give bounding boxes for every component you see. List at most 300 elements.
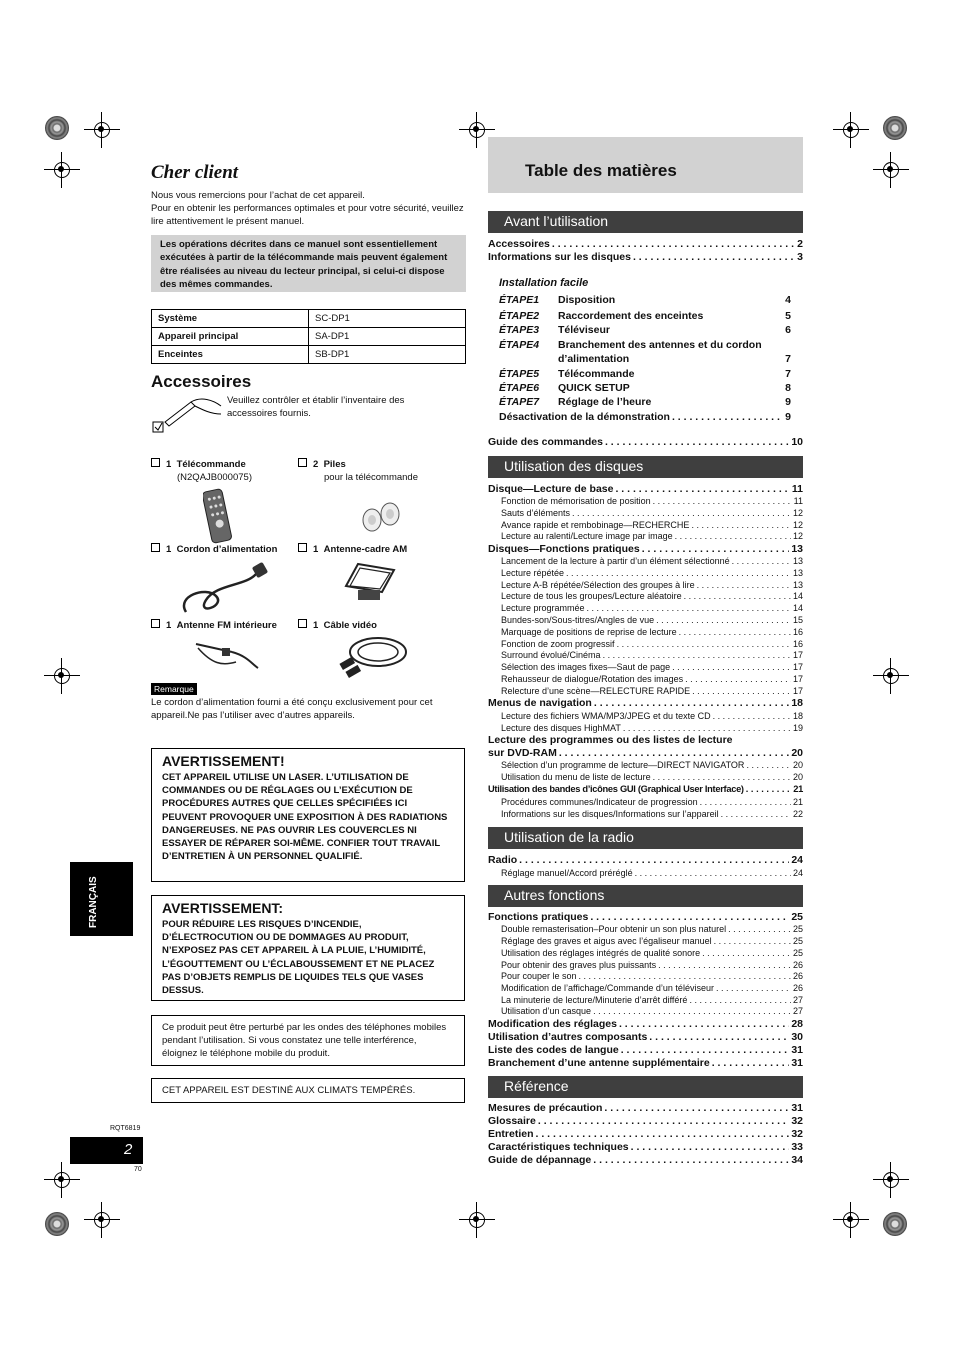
accessory-name: Antenne-cadre AM bbox=[323, 544, 408, 555]
accessories-note: Veuillez contrôler et établir l’inventaire des accessoires fournis. bbox=[227, 395, 405, 419]
toc-page-number: 13 bbox=[792, 580, 803, 590]
toc-entry-label: Bundes-son/Sous-titres/Angles de vue bbox=[501, 615, 655, 625]
leader-dots bbox=[702, 948, 791, 958]
leader-dots bbox=[685, 674, 791, 684]
toc-subentry[interactable] bbox=[501, 556, 803, 566]
registration-mark-icon bbox=[84, 1202, 120, 1238]
toc-entry-label: Lecture de tous les groupes/Lecture aléatoire bbox=[501, 591, 682, 601]
toc-entry-label: Utilisation du menu de liste de lecture bbox=[501, 772, 651, 782]
toc-page-number: 12 bbox=[792, 531, 803, 541]
remote-control-icon bbox=[203, 488, 247, 544]
toc-entry-label: Lecture des disques HighMAT bbox=[501, 723, 621, 733]
toc-page-number: 25 bbox=[792, 948, 803, 958]
toc-entry-label: Réglage manuel/Accord préréglé bbox=[501, 868, 633, 878]
leader-dots bbox=[594, 697, 789, 709]
registration-mark-icon bbox=[44, 152, 80, 188]
toc-entry[interactable] bbox=[488, 697, 803, 709]
toc-entry-label: Sélection d’un programme de lecture—DIRECT NAVIGATOR bbox=[501, 760, 745, 770]
toc-subentry[interactable] bbox=[501, 639, 803, 649]
toc-subentry[interactable] bbox=[501, 520, 803, 530]
toc-subentry[interactable] bbox=[501, 995, 803, 1005]
toc-subentry[interactable] bbox=[501, 1006, 803, 1016]
checkbox-icon bbox=[151, 543, 160, 552]
leader-dots bbox=[590, 911, 789, 923]
toc-entry-label: Désactivation de la démonstration bbox=[499, 411, 670, 423]
toc-page-number: 26 bbox=[792, 971, 803, 981]
section-header-disques: Utilisation des disques bbox=[488, 456, 803, 478]
toc-page-number: 6 bbox=[785, 324, 791, 336]
toc-entry[interactable] bbox=[488, 238, 803, 250]
toc-page-number: 10 bbox=[791, 436, 803, 448]
toc-subentry[interactable] bbox=[501, 797, 803, 807]
intro-line: Nous vous remercions pour l’achat de cet appareil. bbox=[151, 190, 365, 201]
toc-entry[interactable] bbox=[488, 1057, 803, 1069]
leader-dots bbox=[679, 627, 791, 637]
toc-page-number: 16 bbox=[792, 639, 803, 649]
toc-page-number: 31 bbox=[791, 1044, 803, 1056]
accessories-heading: Accessoires bbox=[151, 372, 252, 391]
leader-dots bbox=[603, 650, 791, 660]
toc-subentry[interactable] bbox=[501, 971, 803, 981]
toc-page-number: 18 bbox=[791, 697, 803, 709]
toc-page-number: 32 bbox=[791, 1115, 803, 1127]
accessory-item bbox=[151, 619, 277, 632]
toc-entry[interactable] bbox=[488, 543, 803, 555]
toc-page-number: 11 bbox=[793, 496, 803, 506]
leader-dots bbox=[633, 251, 795, 263]
page-number: 2 bbox=[124, 1141, 133, 1158]
warning-title: AVERTISSEMENT: bbox=[162, 900, 284, 916]
fm-antenna-icon bbox=[192, 634, 264, 674]
toc-page-number: 25 bbox=[791, 911, 803, 923]
toc-entry[interactable] bbox=[488, 747, 803, 759]
registration-disc-icon bbox=[883, 1212, 907, 1236]
leader-dots bbox=[552, 238, 795, 250]
leader-dots bbox=[631, 353, 783, 365]
toc-subentry[interactable] bbox=[501, 496, 803, 506]
toc-entry-label: Réglage des graves et aigus avec l’égaliseur manuel bbox=[501, 936, 712, 946]
climate-note: CET APPAREIL EST DESTINÉ AUX CLIMATS TEMPÉRÉS. bbox=[151, 1078, 465, 1103]
toc-entry[interactable] bbox=[488, 734, 803, 746]
batteries-icon bbox=[354, 498, 410, 534]
toc-page-number: 20 bbox=[791, 747, 803, 759]
toc-page-number: 14 bbox=[792, 591, 803, 601]
toc-page-number: 21 bbox=[792, 797, 803, 807]
document-code: RQT6819 bbox=[110, 1125, 141, 1132]
checkbox-icon bbox=[298, 458, 307, 467]
checkbox-icon bbox=[151, 458, 160, 467]
accessory-name: Câble vidéo bbox=[323, 620, 377, 631]
leader-dots bbox=[728, 924, 791, 934]
toc-page-number: 2 bbox=[797, 238, 803, 250]
leader-dots bbox=[538, 1115, 789, 1127]
toc-entry-label: Utilisation d’un casque bbox=[501, 1006, 592, 1016]
leader-dots bbox=[612, 324, 783, 336]
toc-page-number: 22 bbox=[792, 809, 803, 819]
toc-page-number: 9 bbox=[785, 396, 791, 408]
toc-title: Table des matières bbox=[525, 161, 677, 180]
table-cell-value: SC-DP1 bbox=[309, 310, 466, 328]
leader-dots bbox=[697, 580, 791, 590]
toc-entry-label: Rehausseur de dialogue/Rotation des images bbox=[501, 674, 684, 684]
registration-disc-icon bbox=[45, 116, 69, 140]
leader-dots bbox=[579, 971, 791, 981]
toc-entry-label: Menus de navigation bbox=[488, 697, 592, 709]
checkbox-icon bbox=[298, 543, 307, 552]
toc-entry-label: Informations sur les disques bbox=[488, 251, 631, 263]
section-header-reference: Référence bbox=[488, 1076, 803, 1098]
toc-entry-label: Lecture programmée bbox=[501, 603, 585, 613]
leader-dots bbox=[653, 496, 792, 506]
toc-subentry[interactable] bbox=[501, 760, 803, 770]
moisture-warning-box bbox=[151, 895, 465, 1001]
toc-page-number: 12 bbox=[792, 520, 803, 530]
toc-entry-label: Fonctions pratiques bbox=[488, 911, 589, 923]
toc-subentry[interactable] bbox=[501, 686, 803, 696]
leader-dots bbox=[536, 1128, 790, 1140]
toc-subentry[interactable] bbox=[501, 936, 803, 946]
toc-page-number: 17 bbox=[792, 686, 803, 696]
toc-page-number: 3 bbox=[797, 251, 803, 263]
leader-dots bbox=[692, 686, 791, 696]
toc-page-number: 11 bbox=[791, 483, 803, 495]
toc-entry[interactable] bbox=[488, 1102, 803, 1114]
toc-entry[interactable] bbox=[488, 784, 803, 794]
table-cell-label: Système bbox=[152, 310, 309, 328]
registration-mark-icon bbox=[873, 1162, 909, 1198]
toc-entry-label: Surround évolué/Cinéma bbox=[501, 650, 601, 660]
toc-page-number: 15 bbox=[792, 615, 803, 625]
toc-page-number: 7 bbox=[785, 368, 791, 380]
toc-entry-label: Modification des réglages bbox=[488, 1018, 617, 1030]
registration-mark-icon bbox=[44, 1162, 80, 1198]
am-loop-antenna-icon bbox=[338, 556, 402, 604]
leader-dots bbox=[746, 784, 792, 794]
toc-entry[interactable] bbox=[488, 1018, 803, 1030]
toc-entry-label: Accessoires bbox=[488, 238, 550, 250]
toc-entry-label: Informations sur les disques/Informations sur l’appareil bbox=[501, 809, 719, 819]
toc-entry-label: Disque—Lecture de base bbox=[488, 483, 614, 495]
toc-entry[interactable] bbox=[488, 1115, 803, 1127]
accessory-item bbox=[151, 543, 277, 556]
toc-page-number: 21 bbox=[793, 784, 803, 794]
operations-note: Les opérations décrites dans ce manuel sont essentiellement exécutées à partir de la télécommande mais peuvent également être réalisées au niveau du lecteur principal, si celui-ci dispose des mêmes commandes. bbox=[151, 235, 466, 292]
step-number: ÉTAPE2 bbox=[499, 310, 540, 322]
toc-page-number: 27 bbox=[792, 1006, 803, 1016]
system-table bbox=[151, 309, 466, 364]
toc-entry[interactable] bbox=[488, 483, 803, 495]
warning-text: CET APPAREIL UTILISE UN LASER. L’UTILISATION DE COMMANDES OU DE RÉGLAGES OU L’EXÉCUTION DE PROCÉDURES AUTRES QUE CELLES SPÉCIFIÉES ICI PEUVENT PROVOQUER UNE EXPOSITION À DES RADIATIONS DANGEREUSES. NE PAS OUVRIR LES COUVERCLES NI ESSAYER DE RÉPARER SOI-MÊME. CONFIER TOUT TRAVAIL D’ENTRETIEN À UN PERSONNEL QUALIFIÉ. bbox=[162, 772, 448, 863]
leader-dots bbox=[653, 772, 791, 782]
toc-subentry[interactable] bbox=[501, 723, 803, 733]
remark-text: Le cordon d’alimentation fourni a été conçu exclusivement pour cet appareil.Ne pas l’utiliser avec d’autres appareils. bbox=[151, 697, 433, 721]
toc-subentry[interactable] bbox=[501, 948, 803, 958]
leader-dots bbox=[605, 436, 789, 448]
leader-dots bbox=[635, 868, 791, 878]
toc-subentry[interactable] bbox=[501, 924, 803, 934]
step-label: Branchement des antennes et du cordon bbox=[558, 339, 762, 351]
toc-entry-label: Marquage de positions de reprise de lecture bbox=[501, 627, 677, 637]
toc-entry-label: Mesures de précaution bbox=[488, 1102, 603, 1114]
leader-dots bbox=[621, 1044, 790, 1056]
step-label: Réglage de l’heure bbox=[558, 396, 652, 408]
toc-page-number: 24 bbox=[791, 854, 803, 866]
toc-entry-label: Utilisation des bandes d’icônes GUI (Graphical User Interface) bbox=[488, 784, 744, 794]
leader-dots bbox=[632, 382, 783, 394]
laser-warning-box bbox=[151, 748, 465, 882]
toc-entry[interactable] bbox=[488, 911, 803, 923]
intro-text bbox=[151, 189, 466, 228]
toc-page-number: 4 bbox=[785, 294, 791, 306]
accessory-item bbox=[298, 543, 407, 556]
toc-entry[interactable] bbox=[499, 411, 791, 423]
leader-dots bbox=[617, 294, 783, 306]
toc-entry-label: Pour couper le son bbox=[501, 971, 577, 981]
table-row bbox=[152, 328, 466, 346]
leader-dots bbox=[712, 1057, 790, 1069]
toc-entry-label: Utilisation des réglages intégrés de qualité sonore bbox=[501, 948, 701, 958]
toc-entry-label: Lecture des fichiers WMA/MP3/JPEG et du texte CD bbox=[501, 711, 711, 721]
toc-entry-label: Lecture au ralenti/Lecture image par image bbox=[501, 531, 673, 541]
toc-page-number: 26 bbox=[792, 960, 803, 970]
power-cord-icon bbox=[176, 556, 272, 620]
toc-entry-label: Fonction de zoom progressif bbox=[501, 639, 615, 649]
toc-subentry[interactable] bbox=[501, 674, 803, 684]
toc-entry[interactable] bbox=[488, 251, 803, 263]
leader-dots bbox=[653, 396, 783, 408]
leader-dots bbox=[519, 854, 789, 866]
toc-entry[interactable] bbox=[488, 1141, 803, 1153]
table-cell-label: Enceintes bbox=[152, 346, 309, 364]
toc-page-number: 13 bbox=[791, 543, 803, 555]
step-label: Télécommande bbox=[558, 368, 635, 380]
leader-dots bbox=[604, 1102, 789, 1114]
toc-page-number: 30 bbox=[791, 1031, 803, 1043]
toc-entry-label: Radio bbox=[488, 854, 518, 866]
toc-page-number: 18 bbox=[792, 711, 803, 721]
accessory-name: Piles bbox=[323, 459, 346, 470]
accessory-item bbox=[151, 458, 252, 484]
toc-header bbox=[488, 137, 803, 193]
language-tab bbox=[70, 862, 133, 936]
leader-dots bbox=[721, 809, 791, 819]
leader-dots bbox=[675, 531, 791, 541]
toc-entry[interactable] bbox=[488, 1031, 803, 1043]
language-tab-label: FRANÇAIS bbox=[88, 876, 99, 928]
toc-page-number: 12 bbox=[792, 508, 803, 518]
toc-subentry[interactable] bbox=[501, 568, 803, 578]
toc-subentry[interactable] bbox=[501, 772, 803, 782]
toc-page-number: 13 bbox=[792, 568, 803, 578]
toc-page-number: 34 bbox=[791, 1154, 803, 1166]
toc-entry[interactable] bbox=[488, 854, 803, 866]
accessory-detail: pour la télécommande bbox=[324, 472, 418, 483]
leader-dots bbox=[672, 411, 783, 423]
toc-page-number: 17 bbox=[792, 650, 803, 660]
registration-mark-icon bbox=[873, 152, 909, 188]
toc-entry-label: Lancement de la lecture à partir d’un élément sélectionné bbox=[501, 556, 730, 566]
leader-dots bbox=[623, 723, 791, 733]
warning-text: POUR RÉDUIRE LES RISQUES D’INCENDIE, D’ÉLECTROCUTION OU DE DOMMAGES AU PRODUIT, N’EXPOSEZ PAS CET APPAREIL À LA PLUIE, L’HUMIDITÉ, L’ÉGOUTTEMENT OU L’ÉCLABOUSSEMENT ET NE PLACEZ PAS D’OBJETS REMPLIS DE LIQUIDES TELS QUE VASES DESSUS. bbox=[162, 919, 435, 997]
toc-page-number: 8 bbox=[785, 382, 791, 394]
leader-dots bbox=[656, 615, 791, 625]
pen-checklist-icon bbox=[151, 392, 223, 436]
leader-dots bbox=[593, 1154, 789, 1166]
toc-subentry[interactable] bbox=[501, 615, 803, 625]
toc-subentry[interactable] bbox=[501, 627, 803, 637]
toc-subentry[interactable] bbox=[501, 960, 803, 970]
step-label: Téléviseur bbox=[558, 324, 610, 336]
page-title: Cher client bbox=[151, 162, 239, 183]
leader-dots bbox=[713, 711, 791, 721]
leader-dots bbox=[700, 797, 791, 807]
step-number: ÉTAPE5 bbox=[499, 368, 540, 380]
leader-dots bbox=[746, 760, 791, 770]
toc-entry-label: Guide de dépannage bbox=[488, 1154, 592, 1166]
toc-subentry[interactable] bbox=[501, 650, 803, 660]
toc-subentry[interactable] bbox=[501, 531, 803, 541]
toc-page-number: 7 bbox=[785, 353, 791, 365]
leader-dots bbox=[658, 960, 791, 970]
toc-subentry[interactable] bbox=[501, 508, 803, 518]
toc-entry-label: Disques—Fonctions pratiques bbox=[488, 543, 640, 555]
toc-entry[interactable] bbox=[488, 1044, 803, 1056]
toc-page-number: 32 bbox=[791, 1128, 803, 1140]
section-header-avant: Avant l’utilisation bbox=[488, 211, 803, 233]
registration-mark-icon bbox=[459, 1202, 495, 1238]
toc-page-number: 25 bbox=[792, 924, 803, 934]
leader-dots bbox=[691, 520, 791, 530]
toc-page-number: 16 bbox=[792, 627, 803, 637]
toc-entry[interactable] bbox=[488, 436, 803, 448]
toc-page-number: 31 bbox=[791, 1057, 803, 1069]
registration-mark-icon bbox=[44, 658, 80, 694]
leader-dots bbox=[559, 747, 789, 759]
toc-entry-label: Lecture A-B répétée/Sélection des groupes à lire bbox=[501, 580, 695, 590]
toc-entry[interactable] bbox=[488, 1128, 803, 1140]
toc-page-number: 17 bbox=[792, 662, 803, 672]
toc-subentry[interactable] bbox=[501, 809, 803, 819]
checkbox-icon bbox=[151, 619, 160, 628]
table-row bbox=[152, 346, 466, 364]
leader-dots bbox=[617, 639, 791, 649]
toc-subentry[interactable] bbox=[501, 868, 803, 878]
toc-entry-label: Modification de l’affichage/Commande d’un téléviseur bbox=[501, 983, 714, 993]
leader-dots bbox=[689, 995, 791, 1005]
easy-setup-heading: Installation facile bbox=[499, 277, 589, 289]
accessory-item bbox=[298, 458, 418, 484]
toc-entry-label: Glossaire bbox=[488, 1115, 536, 1127]
accessory-name: Antenne FM intérieure bbox=[176, 620, 277, 631]
step-label: QUICK SETUP bbox=[558, 382, 630, 394]
table-cell-value: SB-DP1 bbox=[309, 346, 466, 364]
toc-entry-label: Double remasterisation–Pour obtenir un son plus naturel bbox=[501, 924, 727, 934]
section-header-autres: Autres fonctions bbox=[488, 885, 803, 907]
checkbox-icon bbox=[298, 619, 307, 628]
toc-entry-label: Entretien bbox=[488, 1128, 534, 1140]
toc-page-number: 9 bbox=[785, 411, 791, 423]
toc-entry-label: Avance rapide et rembobinage—RECHERCHE bbox=[501, 520, 690, 530]
leader-dots bbox=[732, 556, 791, 566]
toc-entry-label: Guide des commandes bbox=[488, 436, 603, 448]
toc-page-number: 28 bbox=[791, 1018, 803, 1030]
toc-entry-label: Branchement d’une antenne supplémentaire bbox=[488, 1057, 710, 1069]
toc-page-number: 20 bbox=[792, 772, 803, 782]
toc-page-number: 31 bbox=[791, 1102, 803, 1114]
video-cable-icon bbox=[336, 630, 412, 678]
toc-page-number: 17 bbox=[792, 674, 803, 684]
table-cell-value: SA-DP1 bbox=[309, 328, 466, 346]
toc-entry-label: Sauts d’éléments bbox=[501, 508, 571, 518]
toc-entry-label: Utilisation d’autres composants bbox=[488, 1031, 648, 1043]
toc-page-number: 13 bbox=[792, 556, 803, 566]
registration-disc-icon bbox=[45, 1212, 69, 1236]
toc-entry-label: Pour obtenir des graves plus puissants bbox=[501, 960, 657, 970]
step-label: Disposition bbox=[558, 294, 616, 306]
toc-entry-label: Sélection des images fixes—Saut de page bbox=[501, 662, 671, 672]
leader-dots bbox=[615, 483, 789, 495]
toc-subentry[interactable] bbox=[501, 603, 803, 613]
accessory-qty: 2 bbox=[313, 459, 319, 470]
step-number: ÉTAPE6 bbox=[499, 382, 540, 394]
leader-dots bbox=[714, 936, 791, 946]
toc-subentry[interactable] bbox=[501, 580, 803, 590]
registration-mark-icon bbox=[873, 658, 909, 694]
toc-subentry[interactable] bbox=[501, 662, 803, 672]
toc-entry[interactable] bbox=[488, 1154, 803, 1166]
toc-entry-label: Lecture répétée bbox=[501, 568, 565, 578]
leader-dots bbox=[593, 1006, 791, 1016]
leader-dots bbox=[649, 1031, 789, 1043]
registration-mark-icon bbox=[833, 112, 869, 148]
step-number: ÉTAPE7 bbox=[499, 396, 540, 408]
step-label: Raccordement des enceintes bbox=[558, 310, 704, 322]
leader-dots bbox=[684, 591, 791, 601]
step-number: ÉTAPE4 bbox=[499, 339, 540, 351]
leader-dots bbox=[716, 983, 791, 993]
toc-entry-label: Relecture d’une scène—RELECTURE RAPIDE bbox=[501, 686, 691, 696]
mobile-phone-note: Ce produit peut être perturbé par les ondes des téléphones mobiles pendant l’utilisation. Si vous constatez une telle interférence, éloignez le téléphone mobile du produit. bbox=[151, 1015, 465, 1066]
accessory-qty: 1 bbox=[313, 620, 319, 631]
registration-disc-icon bbox=[883, 116, 907, 140]
leader-dots bbox=[636, 368, 783, 380]
toc-page-number: 24 bbox=[792, 868, 803, 878]
toc-entry-label: sur DVD-RAM bbox=[488, 747, 557, 759]
warning-title: AVERTISSEMENT! bbox=[162, 753, 285, 769]
table-row bbox=[152, 310, 466, 328]
accessory-detail: (N2QAJB000075) bbox=[177, 472, 252, 483]
leader-dots bbox=[631, 1141, 790, 1153]
table-cell-label: Appareil principal bbox=[152, 328, 309, 346]
leader-dots bbox=[566, 568, 791, 578]
step-number: ÉTAPE1 bbox=[499, 294, 540, 306]
toc-subentry[interactable] bbox=[501, 711, 803, 721]
toc-page-number: 27 bbox=[792, 995, 803, 1005]
intro-line: Pour en obtenir les performances optimales et pour votre sécurité, veuillez lire attentivement le présent manuel. bbox=[151, 203, 464, 227]
leader-dots bbox=[672, 662, 791, 672]
toc-page-number: 33 bbox=[791, 1141, 803, 1153]
toc-subentry[interactable] bbox=[501, 591, 803, 601]
step-label: d’alimentation bbox=[558, 353, 630, 365]
leader-dots bbox=[705, 310, 783, 322]
toc-subentry[interactable] bbox=[501, 983, 803, 993]
toc-entry-label: Lecture des programmes ou des listes de lecture bbox=[488, 734, 733, 746]
toc-page-number: 14 bbox=[792, 603, 803, 613]
accessory-qty: 1 bbox=[166, 459, 172, 470]
toc-page-number: 5 bbox=[785, 310, 791, 322]
print-number: 70 bbox=[134, 1166, 142, 1173]
accessory-qty: 1 bbox=[313, 544, 319, 555]
